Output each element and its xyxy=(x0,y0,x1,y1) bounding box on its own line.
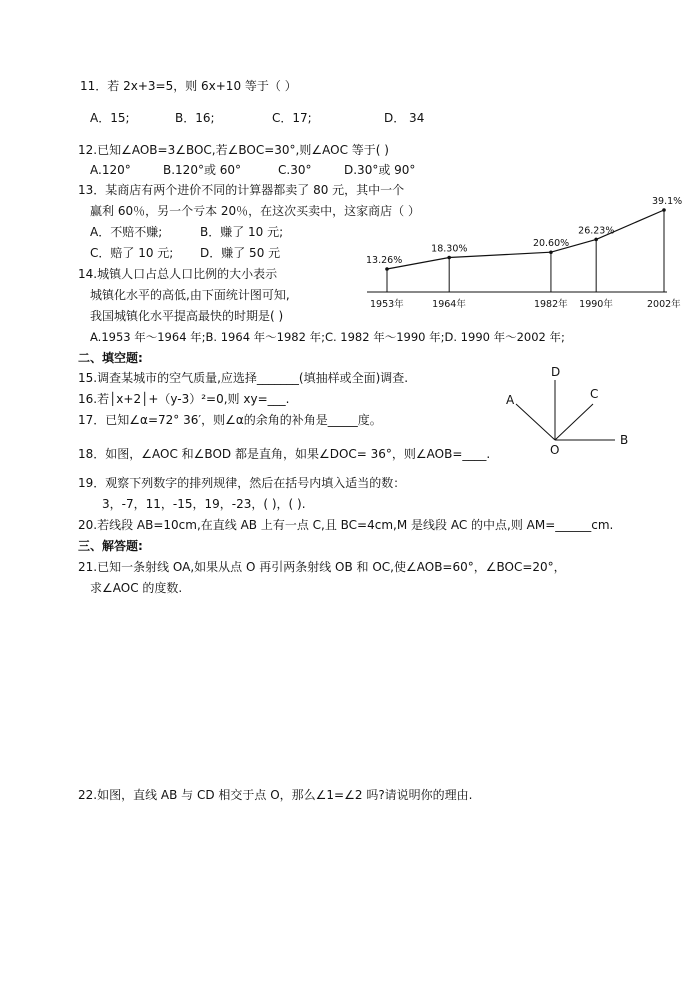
label-d: D xyxy=(551,365,561,379)
label-o: O xyxy=(550,443,560,457)
urbanization-chart xyxy=(355,185,683,320)
q13-option-d: D．赚了 50 元 xyxy=(200,246,281,260)
q17-text: 17．已知∠α=72° 36′，则∠α的余角的补角是_____度。 xyxy=(78,413,382,427)
q12-option-c: C.30° xyxy=(278,163,312,177)
q16-text: 16.若│x+2│+（y-3）²=0,则 xy=___. xyxy=(78,392,290,406)
chart-point xyxy=(385,267,389,271)
q21-line2: 求∠AOC 的度数. xyxy=(90,581,183,595)
chart-year-label: 1982年 xyxy=(533,299,568,310)
q20-text: 20.若线段 AB=10cm,在直线 AB 上有一点 C,且 BC=4cm,M 是线段 AC 的中点,则 AM=______cm. xyxy=(78,518,614,532)
chart-point xyxy=(662,208,666,212)
chart-point xyxy=(549,250,553,254)
q12-option-a: A.120° xyxy=(90,163,131,177)
chart-year-label: 2002年 xyxy=(647,299,681,310)
chart-year-label: 1953年 xyxy=(370,299,404,310)
q11-option-b: B．16; xyxy=(175,111,215,125)
q11-option-a: A．15; xyxy=(90,111,130,125)
q14-line3: 我国城镇化水平提高最快的时期是( ) xyxy=(90,309,284,323)
q13-line1: 13．某商店有两个进价不同的计算器都卖了 80 元，其中一个 xyxy=(78,183,405,197)
q11-option-d: D． 34 xyxy=(384,111,425,125)
q11-option-c: C．17; xyxy=(272,111,312,125)
label-a: A xyxy=(506,393,515,407)
q13-option-b: B．赚了 10 元; xyxy=(200,225,284,239)
section-answer-title: 三、解答题: xyxy=(78,539,143,553)
label-c: C xyxy=(590,387,599,401)
ray-oc xyxy=(555,404,593,440)
q18-text: 18．如图，∠AOC 和∠BOD 都是直角，如果∠DOC= 36°，则∠AOB=____. xyxy=(78,447,491,461)
q13-option-c: C．赔了 10 元; xyxy=(90,246,174,260)
q19-sequence: 3，-7，11，-15，19，-23，( )，( ). xyxy=(102,497,306,511)
chart-value-label: 39.1% xyxy=(652,196,683,207)
q22-text: 22.如图，直线 AB 与 CD 相交于点 O，那么∠1=∠2 吗?请说明你的理由. xyxy=(78,788,473,802)
q14-line2: 城镇化水平的高低,由下面统计图可知, xyxy=(90,288,290,302)
q12-option-d: D.30°或 90° xyxy=(344,163,416,177)
q15-text: 15.调查某城市的空气质量,应选择_______(填抽样或全面)调查. xyxy=(78,371,409,385)
q12-stem: 12.已知∠AOB=3∠BOC,若∠BOC=30°,则∠AOC 等于( ) xyxy=(78,143,389,157)
angle-figure xyxy=(500,362,640,458)
q13-line2: 赢利 60％，另一个亏本 20％，在这次买卖中，这家商店（ ） xyxy=(90,204,420,218)
chart-value-label: 20.60% xyxy=(532,238,570,250)
chart-series-line xyxy=(387,210,664,269)
chart-value-label: 18.30% xyxy=(431,243,468,255)
chart-value-label: 13.26% xyxy=(366,255,403,266)
q11-stem: 11．若 2x+3=5，则 6x+10 等于（ ） xyxy=(80,79,297,93)
chart-point xyxy=(447,256,451,260)
q13-option-a: A．不赔不赚; xyxy=(90,225,163,239)
section-fill-in-title: 二、填空题: xyxy=(78,351,143,365)
q19-stem: 19．观察下列数字的排列规律，然后在括号内填入适当的数： xyxy=(78,476,406,490)
chart-value-label: 26.23% xyxy=(578,225,615,237)
chart-year-label: 1964年 xyxy=(432,299,466,310)
chart-year-label: 1990年 xyxy=(579,299,613,310)
ray-oa xyxy=(516,404,555,440)
q21-line1: 21.已知一条射线 OA,如果从点 O 再引两条射线 OB 和 OC,使∠AOB=60°，∠BOC=20°， xyxy=(78,560,566,574)
q14-options: A.1953 年～1964 年;B. 1964 年～1982 年;C. 1982 年～1990 年;D. 1990 年～2002 年; xyxy=(90,330,565,344)
chart-point xyxy=(594,238,598,242)
label-b: B xyxy=(620,433,629,447)
q14-line1: 14.城镇人口占总人口比例的大小表示 xyxy=(78,267,278,281)
q12-option-b: B.120°或 60° xyxy=(163,163,242,177)
